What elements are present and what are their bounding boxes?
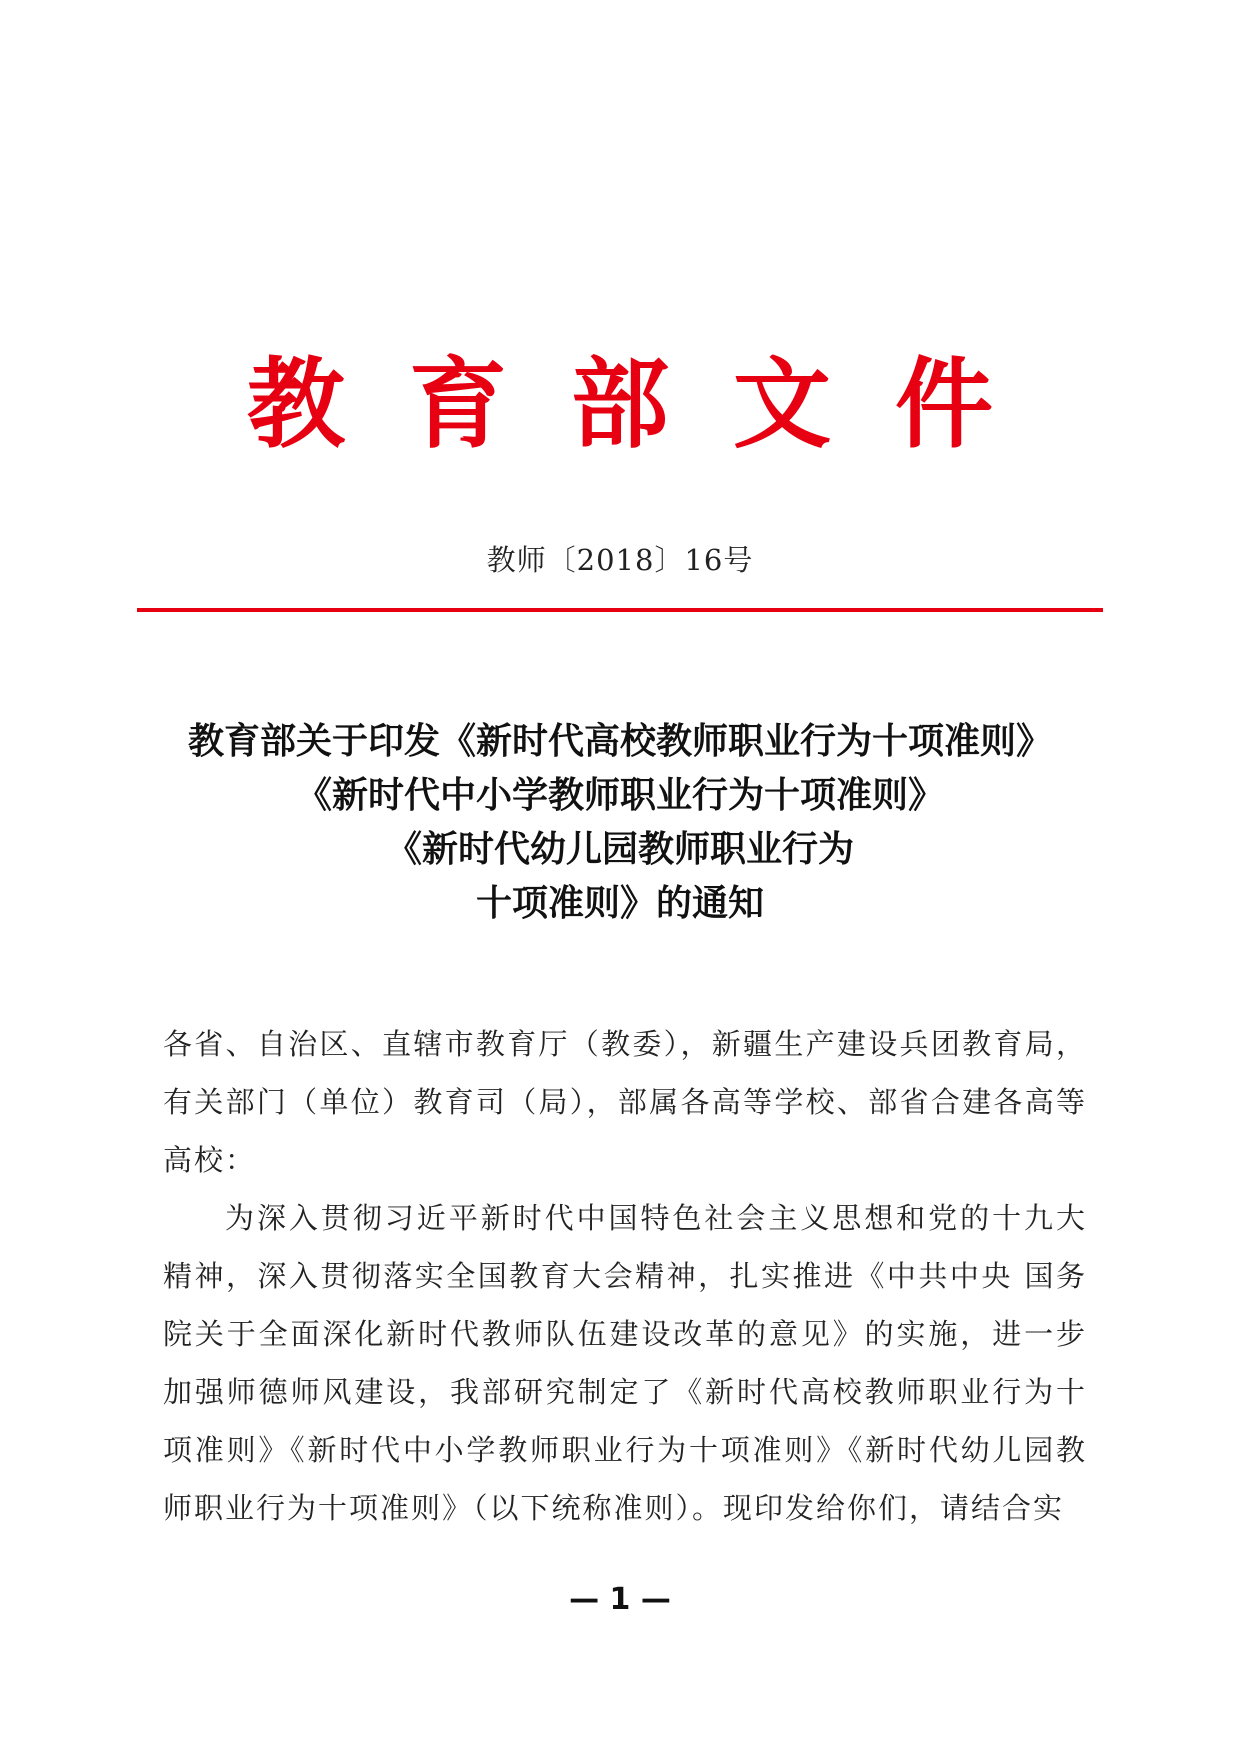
document-title xyxy=(0,715,1240,931)
title-line-3: 《新时代幼儿园教师职业行为 xyxy=(385,829,854,870)
page-number: — 1 — xyxy=(569,1582,671,1617)
title-line-2: 《新时代中小学教师职业行为十项准则》 xyxy=(295,775,944,816)
addressee-paragraph: 各省、自治区、直辖市教育厅（教委），新疆生产建设兵团教育局，有关部门（单位）教育司（局），部属各高等学校、部省合建各高等高校： xyxy=(163,1027,1087,1177)
body-paragraph-1: 为深入贯彻习近平新时代中国特色社会主义思想和党的十九大精神，深入贯彻落实全国教育大会精神，扎实推进《中共中央 国务院关于全面深化新时代教师队伍建设改革的意见》的实施，进一步加强师德师风建设，我部研究制定了《新时代高校教师职业行为十项准则》《新时代中小学教师职业行为十项准则》《新时代幼儿园教师职业行为十项准则》（以下统称准则）。现印发给你们，请结合实 xyxy=(163,1201,1087,1525)
document-masthead: 教育部文件 xyxy=(246,347,1057,462)
document-body xyxy=(163,1015,1087,1537)
title-line-4: 十项准则》的通知 xyxy=(475,883,764,924)
document-number: 教师〔2018〕16号 xyxy=(486,543,754,577)
red-divider-line xyxy=(137,608,1103,612)
title-line-1: 教育部关于印发《新时代高校教师职业行为十项准则》 xyxy=(187,721,1052,762)
